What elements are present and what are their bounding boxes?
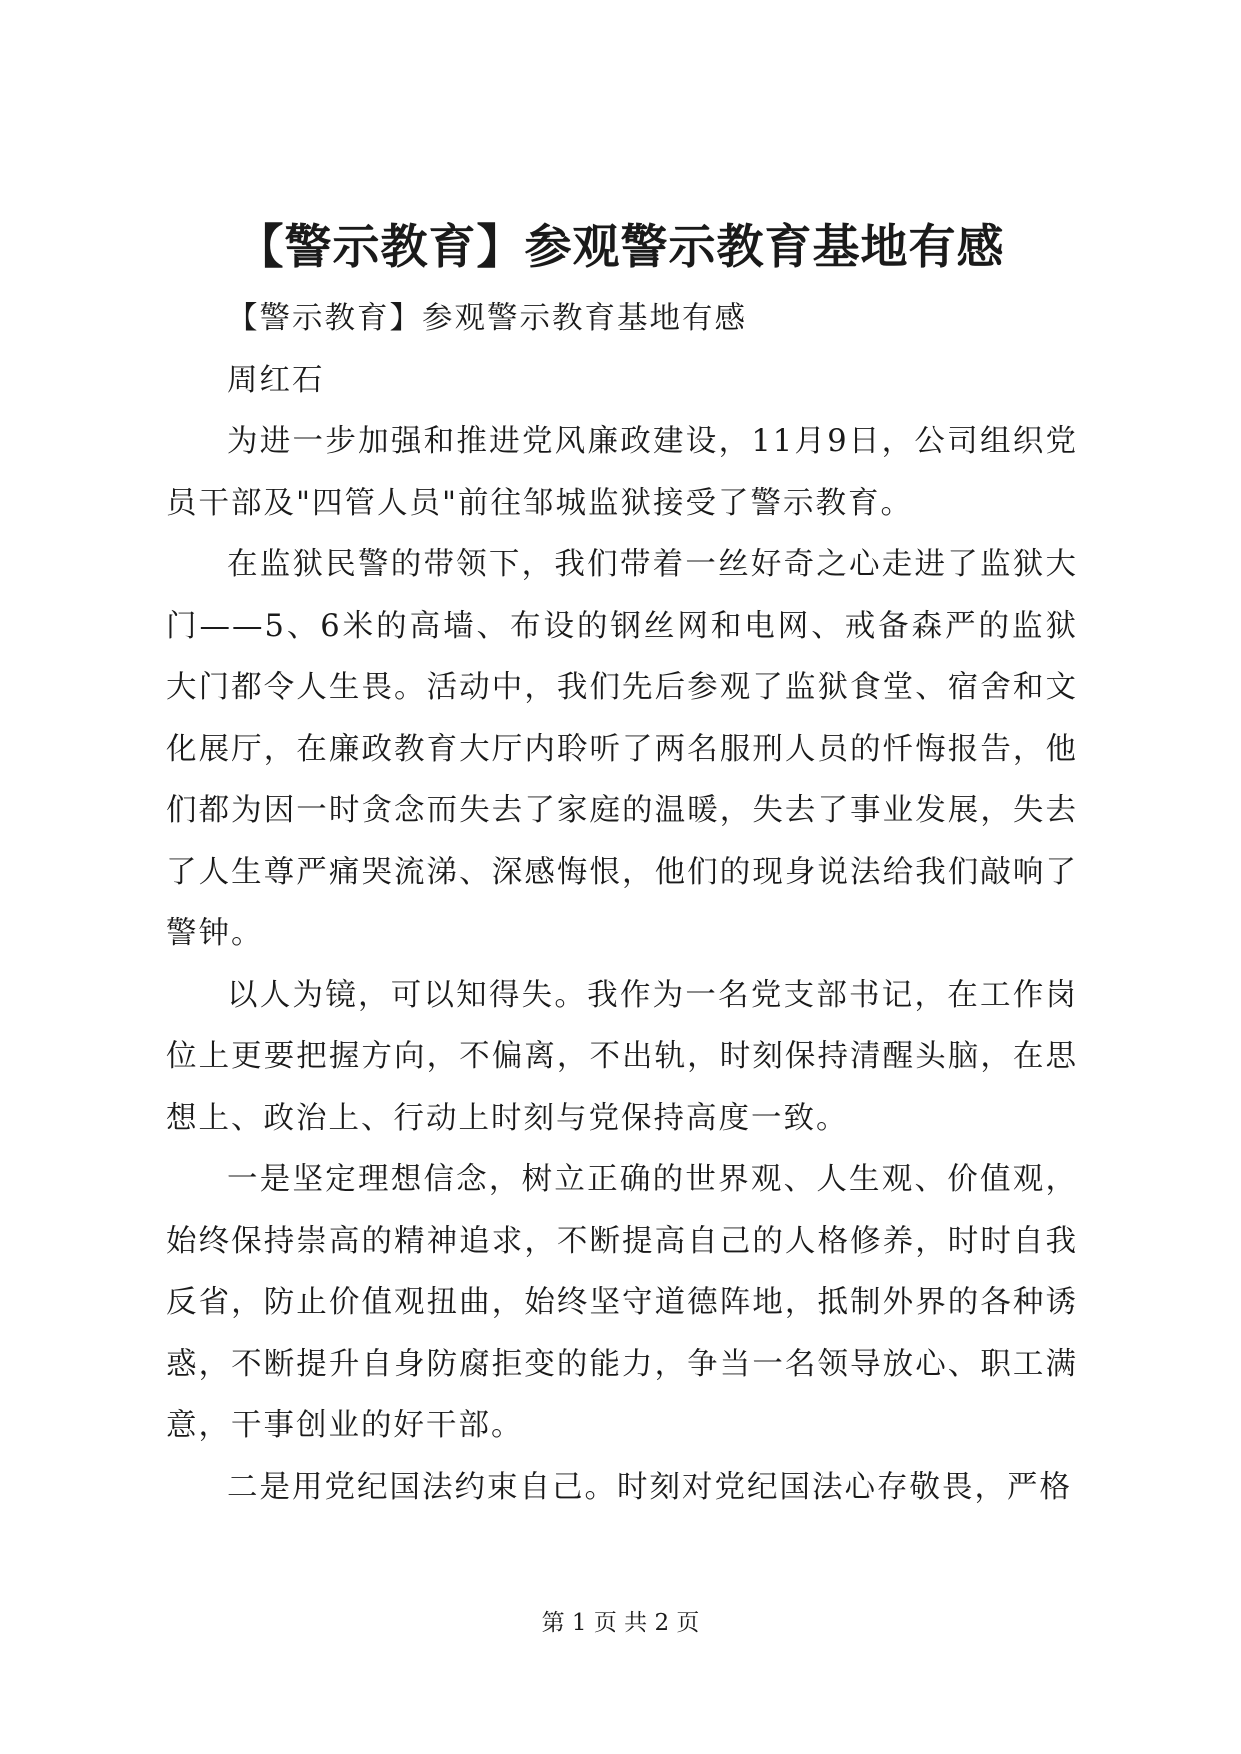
paragraph-3: 以人为镜，可以知得失。我作为一名党支部书记，在工作岗位上更要把握方向，不偏离，不出轨，时刻保持清醒头脑，在思想上、政治上、行动上时刻与党保持高度一致。 xyxy=(166,977,1078,1136)
paragraph-1: 为进一步加强和推进党风廉政建设，11月9日，公司组织党员干部及"四管人员"前往邹城监狱接受了警示教育。 xyxy=(166,424,1078,521)
paragraph-5: 二是用党纪国法约束自己。时刻对党纪国法心存敬畏，严格 xyxy=(227,1469,1072,1505)
subtitle-line: 【警示教育】参观警示教育基地有感 xyxy=(227,301,747,336)
page-footer: 第 1 页 共 2 页 xyxy=(541,1610,700,1636)
author-line: 周红石 xyxy=(227,362,325,398)
paragraph-2: 在监狱民警的带领下，我们带着一丝好奇之心走进了监狱大门——5、6米的高墙、布设的钢丝网和电网、戒备森严的监狱大门都令人生畏。活动中，我们先后参观了监狱食堂、宿舍和文化展厅，在廉政教育大厅内聆听了两名服刑人员的忏悔报告，他们都为因一时贪念而失去了家庭的温暖，失去了事业发展，失去了人生尊严痛哭流涕、深感悔恨，他们的现身说法给我们敲响了警钟。 xyxy=(166,547,1078,951)
paragraph-4: 一是坚定理想信念，树立正确的世界观、人生观、价值观，始终保持崇高的精神追求，不断提高自己的人格修养，时时自我反省，防止价值观扭曲，始终坚守道德阵地，抵制外界的各种诱惑，不断提升自身防腐拒变的能力，争当一名领导放心、职工满意，干事创业的好干部。 xyxy=(166,1162,1078,1443)
document-body xyxy=(166,288,1078,1518)
document-title: 【警示教育】参观警示教育基地有感 xyxy=(236,220,1005,275)
